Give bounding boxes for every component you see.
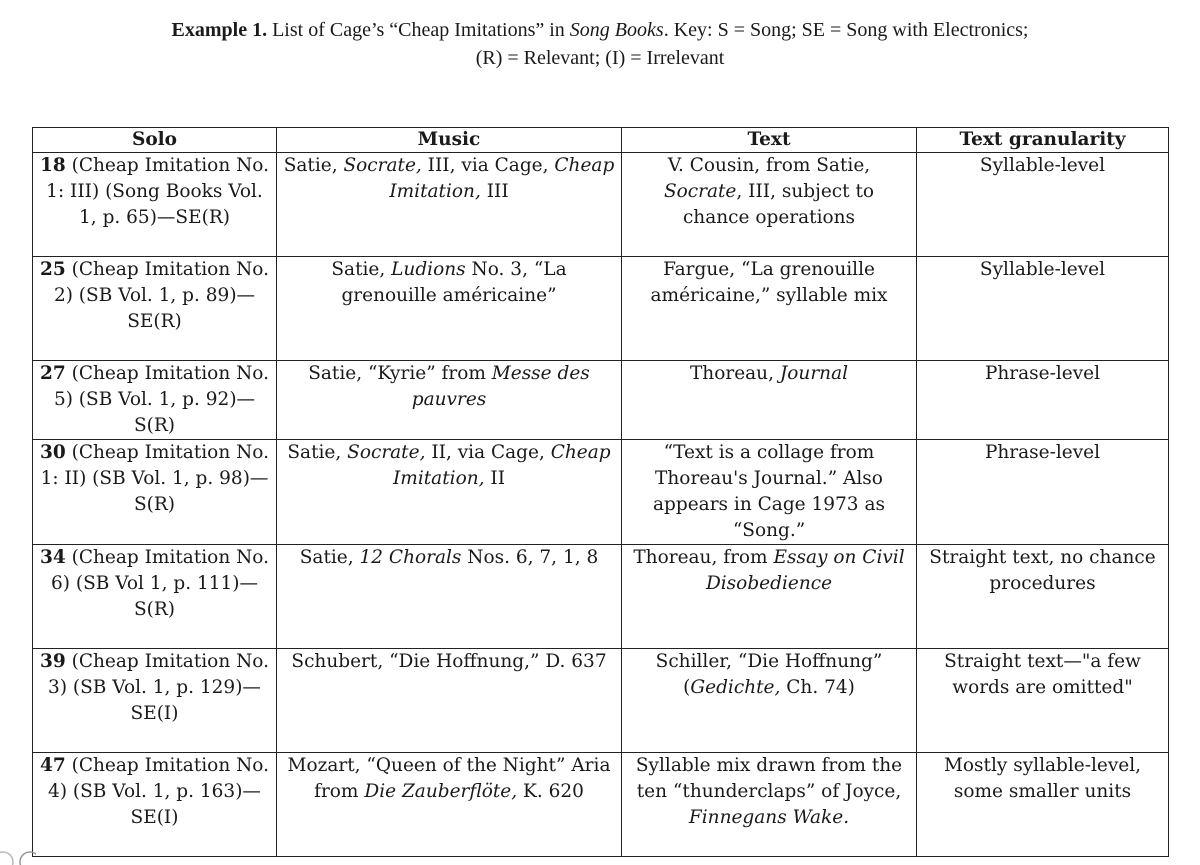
solo-details: (Cheap Imitation No. 6) (SB Vol 1, p. 111)— S(R) — [51, 547, 269, 620]
solo-number: 39 — [39, 651, 66, 672]
table-row — [33, 545, 1169, 649]
granularity-cell: Syllable-level — [917, 257, 1169, 361]
text-italic: Gedichte, — [690, 677, 781, 698]
page-corner-icon — [0, 846, 36, 865]
cheap-imitations-table — [32, 127, 1169, 857]
text-cell — [622, 753, 917, 857]
music-text: Satie, — [287, 442, 348, 463]
music-cell — [277, 440, 622, 545]
music-text: Satie, — [283, 155, 344, 176]
text-content: Schiller, “Die Hoffnung” ( — [655, 651, 883, 698]
solo-number: 18 — [39, 155, 66, 176]
music-text: Satie, — [299, 547, 360, 568]
solo-cell — [33, 153, 277, 257]
solo-details: (Cheap Imitation No. 1: III) (Song Books Vol. 1, p. 65)—SE(R) — [46, 155, 269, 228]
solo-details: (Cheap Imitation No. 2) (SB Vol. 1, p. 89)— SE(R) — [53, 259, 269, 332]
music-text: III — [480, 181, 509, 202]
table-row — [33, 649, 1169, 753]
solo-cell — [33, 753, 277, 857]
header-text: Text — [622, 128, 917, 153]
music-text: Satie, “Kyrie” from — [308, 363, 492, 384]
granularity-cell: Phrase-level — [917, 361, 1169, 440]
table-header-row — [33, 128, 1169, 153]
caption-key-line: (R) = Relevant; (I) = Irrelevant — [475, 47, 725, 69]
header-music: Music — [277, 128, 622, 153]
text-cell: Fargue, “La grenouille américaine,” syllable mix — [622, 257, 917, 361]
music-italic: Socrate, — [347, 442, 426, 463]
text-content: , III, subject to chance operations — [682, 181, 875, 228]
music-text: III, via Cage, — [421, 155, 555, 176]
music-text: Mozart, “Queen of the Night” Aria from — [287, 755, 611, 802]
text-cell — [622, 153, 917, 257]
solo-number: 47 — [39, 755, 66, 776]
text-italic: Socrate — [663, 181, 737, 202]
music-cell — [277, 545, 622, 649]
solo-details: (Cheap Imitation No. 4) (SB Vol. 1, p. 163)— SE(I) — [48, 755, 269, 828]
granularity-cell: Phrase-level — [917, 440, 1169, 545]
solo-cell — [33, 649, 277, 753]
table-row — [33, 153, 1169, 257]
music-italic: Die Zauberflöte, — [364, 781, 518, 802]
table-row — [33, 440, 1169, 545]
table-row — [33, 753, 1169, 857]
granularity-cell: Straight text, no chance procedures — [917, 545, 1169, 649]
solo-number: 30 — [39, 442, 66, 463]
music-text: Satie, — [331, 259, 392, 280]
music-italic: Socrate, — [343, 155, 422, 176]
music-cell — [277, 257, 622, 361]
text-italic: Journal — [779, 363, 849, 384]
music-cell — [277, 753, 622, 857]
caption-text-a: List of Cage’s “Cheap Imitations” in — [267, 19, 570, 41]
music-text: No. 3, “La grenouille américaine” — [341, 259, 567, 306]
music-italic: Cheap Imitation, — [389, 155, 615, 202]
music-cell — [277, 153, 622, 257]
granularity-cell: Syllable-level — [917, 153, 1169, 257]
music-text: Nos. 6, 7, 1, 8 — [461, 547, 599, 568]
solo-cell — [33, 545, 277, 649]
solo-details: (Cheap Imitation No. 3) (SB Vol. 1, p. 129)— SE(I) — [48, 651, 269, 724]
text-cell — [622, 545, 917, 649]
music-italic: Ludions — [391, 259, 466, 280]
text-content: Thoreau, — [689, 363, 780, 384]
text-content: V. Cousin, from Satie, — [667, 155, 871, 176]
text-italic: Finnegans Wake. — [688, 807, 850, 828]
header-text-granularity: Text granularity — [917, 128, 1169, 153]
text-italic: Essay on Civil Disobedience — [705, 547, 905, 594]
granularity-cell: Straight text—"a few words are omitted" — [917, 649, 1169, 753]
table-caption — [0, 16, 1200, 72]
music-text: K. 620 — [517, 781, 584, 802]
text-cell: “Text is a collage from Thoreau's Journal.” Also appears in Cage 1973 as “Song.” — [622, 440, 917, 545]
music-italic: Messe des pauvres — [411, 363, 590, 410]
music-italic: Cheap Imitation, — [392, 442, 611, 489]
text-content: Syllable mix drawn from the ten “thunderclaps” of Joyce, — [635, 755, 903, 802]
solo-number: 34 — [39, 547, 66, 568]
text-content: Thoreau, from — [633, 547, 774, 568]
caption-label: Example 1. — [171, 19, 268, 41]
music-text: II — [484, 468, 505, 489]
granularity-cell: Mostly syllable-level, some smaller units — [917, 753, 1169, 857]
table-row — [33, 257, 1169, 361]
solo-details: (Cheap Imitation No. 5) (SB Vol. 1, p. 92)—S(R) — [53, 363, 269, 436]
solo-cell — [33, 361, 277, 440]
solo-cell — [33, 257, 277, 361]
solo-cell — [33, 440, 277, 545]
text-cell — [622, 361, 917, 440]
header-solo: Solo — [33, 128, 277, 153]
caption-italic: Song Books — [569, 19, 664, 41]
caption-text-b: . Key: S = Song; SE = Song with Electronics; — [663, 19, 1029, 41]
music-text: II, via Cage, — [425, 442, 551, 463]
text-content: Ch. 74) — [780, 677, 855, 698]
table-row — [33, 361, 1169, 440]
solo-details: (Cheap Imitation No. 1: II) (SB Vol. 1, p. 98)—S(R) — [40, 442, 269, 515]
music-italic: 12 Chorals — [359, 547, 462, 568]
music-cell: Schubert, “Die Hoffnung,” D. 637 — [277, 649, 622, 753]
solo-number: 27 — [39, 363, 66, 384]
solo-number: 25 — [39, 259, 66, 280]
text-cell — [622, 649, 917, 753]
music-cell — [277, 361, 622, 440]
